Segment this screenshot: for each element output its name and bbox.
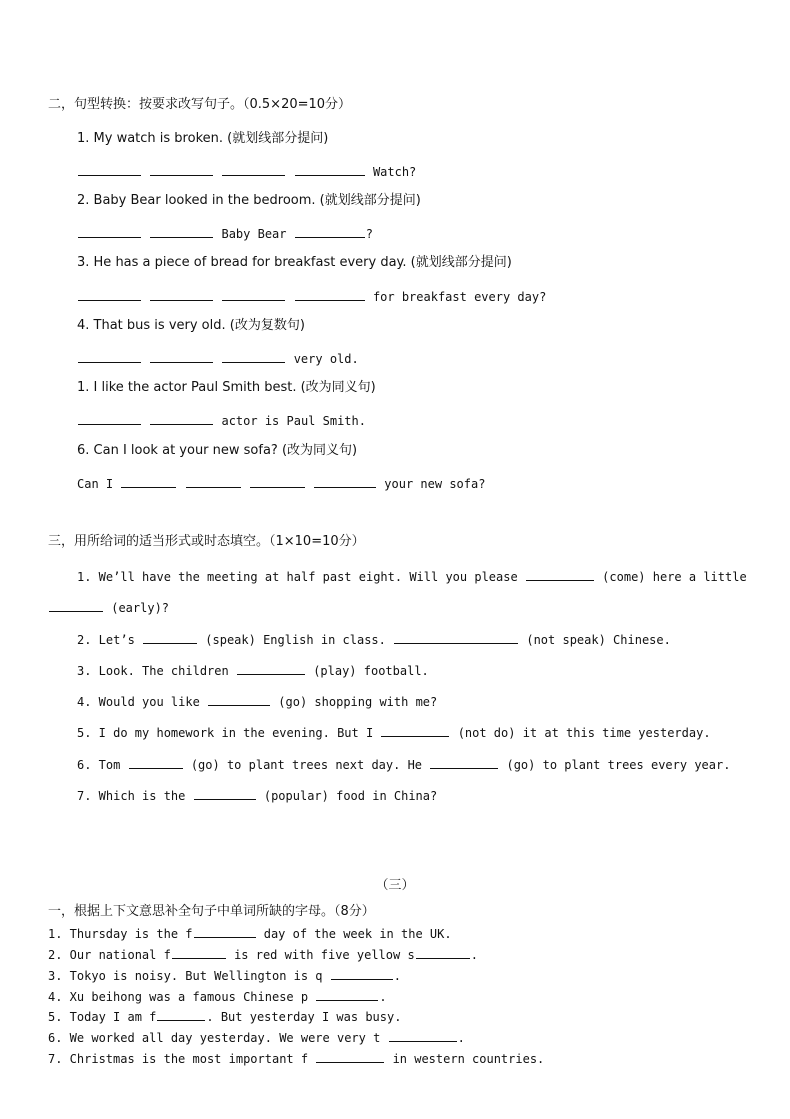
answer-blank[interactable] <box>150 412 213 425</box>
section-2-heading: 二，句型转换：按要求改写句子。（0.5×20=10分） <box>48 97 352 112</box>
question-2-5: 1. I like the actor Paul Smith best. (改为同义句) <box>77 380 376 395</box>
answer-blank[interactable] <box>394 631 518 644</box>
answer-line-2-2: Baby Bear ? <box>77 225 373 242</box>
question-3-3: 3. Look. The children (play) football. <box>77 664 429 678</box>
answer-blank[interactable] <box>295 163 365 176</box>
question-3-6: 6. Tom (go) to plant trees next day. He (go) to plant trees every year. <box>77 758 731 772</box>
answer-blank[interactable] <box>416 946 470 959</box>
question-3-1: 1. We’ll have the meeting at half past eight. Will you please (come) here a little <box>77 570 747 584</box>
answer-blank[interactable] <box>194 787 256 800</box>
part-3-item-4: 4. Xu beihong was a famous Chinese p . <box>48 990 387 1004</box>
answer-line-2-4: very old. <box>77 350 359 367</box>
question-3-1-cont: (early)? <box>48 599 169 616</box>
answer-blank[interactable] <box>316 988 378 1001</box>
answer-blank[interactable] <box>150 225 213 238</box>
answer-blank[interactable] <box>78 163 141 176</box>
part-3-item-6: 6. We worked all day yesterday. We were very t . <box>48 1031 465 1045</box>
question-2-6: 6. Can I look at your new sofa? (改为同义句) <box>77 443 358 458</box>
answer-blank[interactable] <box>314 475 376 488</box>
answer-blank[interactable] <box>381 724 449 737</box>
answer-blank[interactable] <box>222 350 285 363</box>
question-3-4: 4. Would you like (go) shopping with me? <box>77 695 438 709</box>
answer-line-2-6: Can I your new sofa? <box>77 477 486 491</box>
answer-blank[interactable] <box>331 967 393 980</box>
part-3-item-3: 3. Tokyo is noisy. But Wellington is q . <box>48 969 402 983</box>
part-3-item-7: 7. Christmas is the most important f in western countries. <box>48 1052 545 1066</box>
answer-blank[interactable] <box>526 568 594 581</box>
part-3-item-1: 1. Thursday is the f day of the week in the UK. <box>48 927 452 941</box>
answer-blank[interactable] <box>150 288 213 301</box>
part-3-item-2: 2. Our national f is red with five yellow s . <box>48 948 478 962</box>
question-2-3: 3. He has a piece of bread for breakfast every day. (就划线部分提问) <box>77 255 512 270</box>
section-3-heading: 三，用所给词的适当形式或时态填空。（1×10=10分） <box>48 534 365 549</box>
question-2-4: 4. That bus is very old. (改为复数句) <box>77 318 305 333</box>
answer-blank[interactable] <box>78 350 141 363</box>
part-3-item-5: 5. Today I am f . But yesterday I was busy. <box>48 1010 402 1024</box>
answer-blank[interactable] <box>78 412 141 425</box>
answer-line-2-3: for breakfast every day? <box>77 288 546 305</box>
answer-blank[interactable] <box>150 350 213 363</box>
answer-blank[interactable] <box>222 288 285 301</box>
answer-blank[interactable] <box>186 475 241 488</box>
answer-blank[interactable] <box>316 1050 384 1063</box>
answer-blank[interactable] <box>172 946 226 959</box>
answer-blank[interactable] <box>157 1008 205 1021</box>
answer-line-2-1: Watch? <box>77 163 416 180</box>
answer-blank[interactable] <box>143 631 197 644</box>
part-3-title: （三） <box>375 878 415 893</box>
answer-blank[interactable] <box>237 662 305 675</box>
part-3-heading: 一，根据上下文意思补全句子中单词所缺的字母。（8分） <box>48 904 375 919</box>
answer-blank[interactable] <box>78 225 141 238</box>
question-3-5: 5. I do my homework in the evening. But I (not do) it at this time yesterday. <box>77 726 711 740</box>
answer-blank[interactable] <box>121 475 176 488</box>
answer-blank[interactable] <box>389 1029 457 1042</box>
answer-blank[interactable] <box>208 693 270 706</box>
answer-blank[interactable] <box>430 756 498 769</box>
question-2-2: 2. Baby Bear looked in the bedroom. (就划线部分提问) <box>77 193 421 208</box>
answer-blank[interactable] <box>295 225 365 238</box>
answer-blank[interactable] <box>129 756 183 769</box>
question-2-1: 1. My watch is broken. (就划线部分提问) <box>77 131 329 146</box>
answer-blank[interactable] <box>222 163 285 176</box>
answer-blank[interactable] <box>295 288 365 301</box>
answer-blank[interactable] <box>78 288 141 301</box>
answer-blank[interactable] <box>194 925 256 938</box>
question-3-7: 7. Which is the (popular) food in China? <box>77 789 438 803</box>
answer-line-2-5: actor is Paul Smith. <box>77 412 366 429</box>
question-3-2: 2. Let’s (speak) English in class. (not speak) Chinese. <box>77 633 671 647</box>
answer-blank[interactable] <box>250 475 305 488</box>
answer-blank[interactable] <box>150 163 213 176</box>
answer-blank[interactable] <box>49 599 103 612</box>
